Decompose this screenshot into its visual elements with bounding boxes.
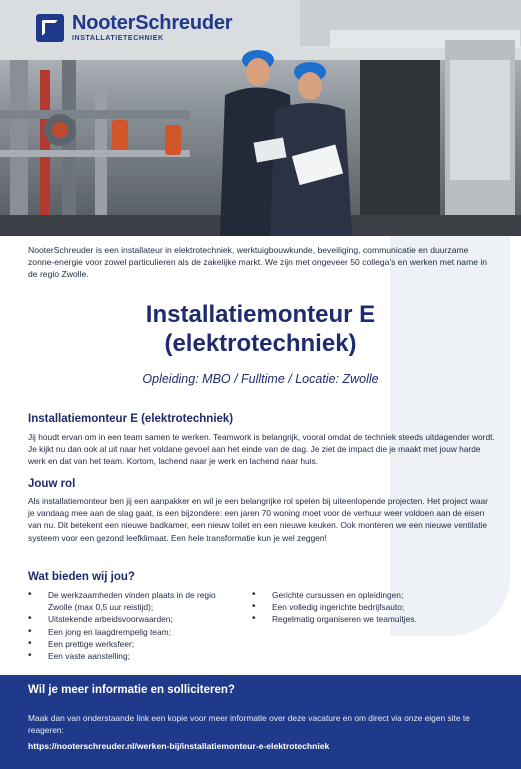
list-item: • Uitstekende arbeidsvoorwaarden; [28, 613, 223, 625]
footer-cta [0, 675, 521, 769]
offer-heading: Wat bieden wij jou? [28, 571, 135, 583]
list-item: • De werkzaamheden vinden plaats in de regio Zwolle (max 0,5 uur reistijd); [28, 589, 223, 613]
job-meta: Opleiding: MBO / Fulltime / Locatie: Zwolle [142, 372, 379, 386]
logo-mark-icon [36, 14, 64, 42]
offer-list-left [28, 589, 223, 662]
offer-list-right [252, 589, 492, 626]
list-item: • Een vaste aanstelling; [28, 650, 223, 662]
job-title [0, 300, 521, 358]
role-text: Jij houdt ervan om in een team samen te werken. Teamwork is belangrijk, vooral omdat de techniek steeds uitdagender wordt. Je kijkt nu dan ook al uit naar het voldane gevoel aan het einde van de dag. Je ziet de impact die je maakt met jouw harde werk en dat van het team. Kortom, lachend naar je werk en lachend naar huis. [28, 432, 495, 467]
logo-name: NooterSchreuder [72, 12, 233, 34]
list-item: • Regelmatig organiseren we teamuitjes. [252, 613, 492, 625]
footer-text: Maak dan van onderstaande link een kopie voor meer informatie over deze vacature en om direct via onze eigen site te reageren: [28, 713, 470, 735]
apply-link[interactable]: https://nooterschreuder.nl/werken-bij/installatiemonteur-e-elektrotechniek [28, 741, 330, 751]
job-title-line1: Installatiemonteur E [145, 301, 376, 328]
logo-subtitle: INSTALLATIETECHNIEK [72, 35, 164, 42]
footer-heading: Wil je meer informatie en solliciteren? [28, 684, 235, 696]
jouw-rol-text: Als installatiemonteur ben jij een aanpakker en wil je een belangrijke rol spelen bij uiteenlopende projecten. Het project waar je vandaag mee aan de slag gaat, is een bijzondere: een jaren 70 woning moet voor de verhuur weer voldoen aan de eisen van nu. Dit betekent een nieuwe badkamer, een nieuw toilet en een nieuwe keuken. Ook monteren we een nieuwe ventilatie systeem voor een gezond leefklimaat. Een hele transformatie kun je wel zeggen! [28, 496, 488, 543]
list-item: • Gerichte cursussen en opleidingen; [252, 589, 492, 601]
intro-text: NooterSchreuder is een installateur in elektrotechniek, werktuigbouwkunde, beveiliging, communicatie en duurzame zonne-energie voor zowel particulieren als de zakelijke markt. We zijn met ongeveer 50 collega's en werken met name in de regio Zwolle. [28, 245, 488, 279]
role-heading: Installatiemonteur E (elektrotechniek) [28, 413, 234, 425]
list-item: • Een jong en laagdrempelig team; [28, 626, 223, 638]
list-item: • Een prettige werksfeer; [28, 638, 223, 650]
list-item: • Een volledig ingerichte bedrijfsauto; [252, 601, 492, 613]
company-logo [36, 12, 232, 43]
header-photo [0, 0, 521, 236]
jouw-rol-heading: Jouw rol [28, 478, 76, 490]
job-title-line2: (elektrotechniek) [164, 330, 357, 357]
